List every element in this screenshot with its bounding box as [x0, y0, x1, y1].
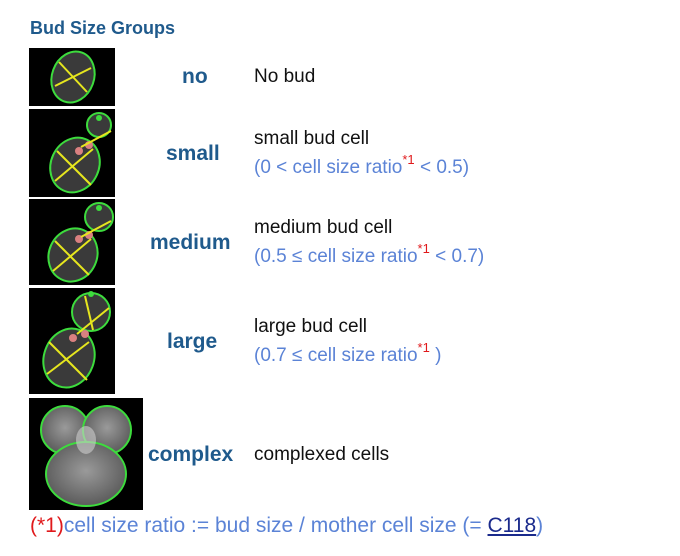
footnote-text: cell size ratio := bud size / mother cell size (= — [63, 514, 488, 537]
footnote-marker: *1 — [417, 340, 430, 355]
footnote: (*1)cell size ratio := bud size / mother cell size (= C118) — [30, 514, 544, 537]
group-description-small: small bud cell — [254, 128, 370, 149]
group-ratio-large: (0.7 ≤ cell size ratio$^{*1}$ ) — [254, 340, 442, 366]
footnote-marker: *1 — [417, 241, 430, 256]
large-bud-cell-image — [29, 288, 115, 394]
group-label-small: small — [166, 142, 220, 165]
footnote-link[interactable]: C118 — [487, 514, 537, 537]
page-title: Bud Size Groups — [30, 18, 176, 38]
group-ratio-small: (0 < cell size ratio$^{*1}$ < 0.5) — [254, 152, 470, 178]
group-description-large: large bud cell — [254, 316, 368, 337]
group-ratio-medium: (0.5 ≤ cell size ratio$^{*1}$ < 0.7) — [254, 241, 485, 267]
group-description-no: No bud — [254, 66, 316, 87]
medium-bud-cell-image — [29, 199, 115, 285]
group-description-complex: complexed cells — [254, 444, 390, 465]
footnote-marker: (*1) — [30, 514, 64, 537]
complex-cell-image — [29, 398, 143, 510]
small-bud-cell-image — [29, 109, 115, 197]
group-label-large: large — [167, 330, 218, 353]
footnote-marker: *1 — [402, 152, 415, 167]
group-label-complex: complex — [148, 443, 234, 466]
no-bud-cell-image — [29, 48, 115, 106]
group-description-medium: medium bud cell — [254, 217, 393, 238]
group-label-no: no — [182, 65, 208, 88]
group-label-medium: medium — [150, 231, 231, 254]
